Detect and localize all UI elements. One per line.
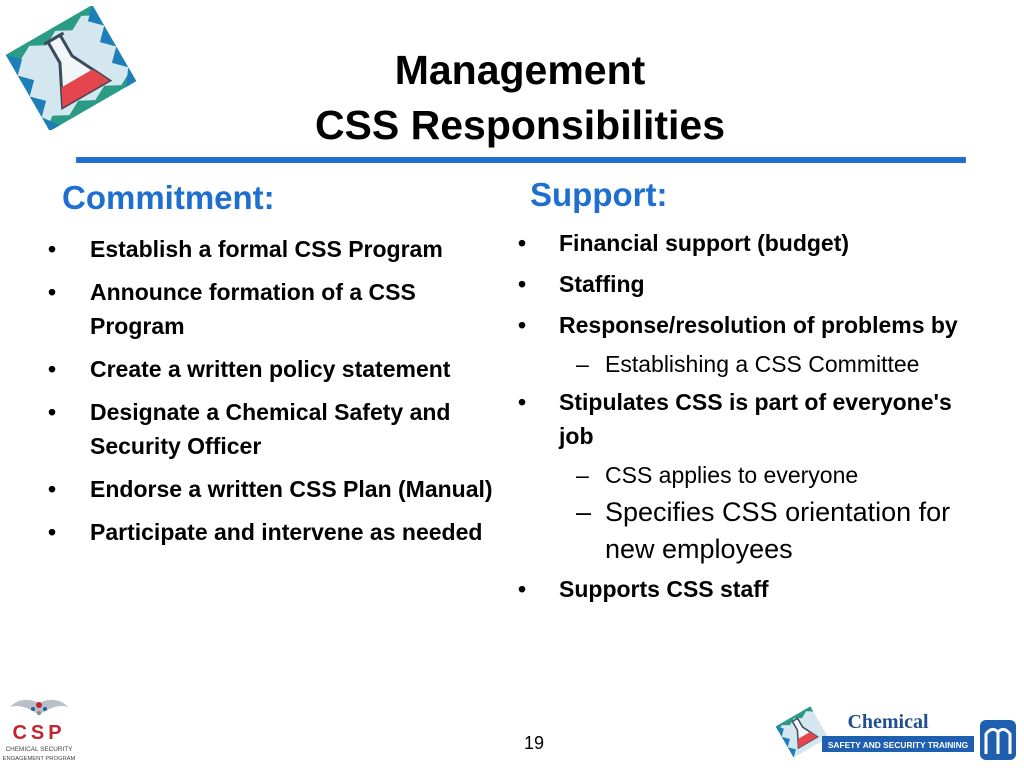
support-item-text: Supports CSS staff [559, 576, 769, 602]
commitment-item [48, 395, 498, 463]
commitment-item [48, 352, 498, 386]
chemical-banner-text: SAFETY AND SECURITY TRAINING [827, 740, 969, 750]
commitment-heading: Commitment: [62, 179, 275, 216]
bullet-icon: • [518, 312, 527, 338]
support-subitem [518, 347, 988, 381]
support-item [518, 572, 988, 606]
commitment-item-text: Establish a formal CSS Program [90, 236, 443, 262]
commitment-list [48, 232, 498, 558]
support-heading: Support: [530, 176, 668, 213]
bullet-icon: • [518, 271, 527, 297]
support-item-text: Response/resolution of problems by [559, 312, 958, 338]
csp-caption-2: ENGAGEMENT PROGRAM [2, 756, 76, 762]
commitment-item [48, 275, 498, 343]
csp-caption-1: CHEMICAL SECURITY [5, 746, 73, 753]
flask-logo-icon [6, 6, 136, 130]
commitment-item-text: Designate a Chemical Safety and Security Officer [90, 399, 451, 459]
bullet-icon: • [518, 389, 527, 415]
commitment-item [48, 472, 498, 506]
bullet-icon: • [518, 230, 527, 256]
bullet-icon: • [48, 476, 57, 502]
slide-title-line-1: Management [394, 47, 646, 93]
commitment-item-text: Participate and intervene as needed [90, 519, 483, 545]
dash-icon: – [576, 351, 589, 377]
support-subitem [518, 458, 988, 492]
bullet-icon: • [48, 279, 57, 305]
support-item [518, 267, 988, 301]
support-subitem-text: Specifies CSS orientation for new employees [605, 497, 951, 564]
bullet-icon: • [48, 236, 57, 262]
support-item-text: Staffing [559, 271, 645, 297]
support-subitem [518, 494, 988, 568]
csp-logo-icon [0, 693, 78, 765]
support-list [518, 226, 988, 613]
commitment-item-text: Endorse a written CSS Plan (Manual) [90, 476, 493, 502]
commitment-item [48, 232, 498, 266]
support-item [518, 308, 988, 342]
title-divider [76, 157, 966, 163]
support-item [518, 385, 988, 453]
support-item [518, 226, 988, 260]
commitment-item-text: Create a written policy statement [90, 356, 451, 382]
dash-icon: – [576, 497, 592, 527]
support-subitem-text: CSS applies to everyone [605, 462, 859, 488]
bullet-icon: • [48, 519, 57, 545]
dash-icon: – [576, 462, 589, 488]
commitment-item [48, 515, 498, 549]
bullet-icon: • [518, 576, 527, 602]
chemical-safety-logo-icon [776, 704, 1020, 764]
page-number: 19 [524, 733, 545, 753]
bullet-icon: • [48, 399, 57, 425]
support-item-text: Financial support (budget) [559, 230, 850, 256]
chemical-word: Chemical [847, 711, 929, 733]
slide-title-line-2: CSS Responsibilities [314, 102, 726, 148]
commitment-item-text: Announce formation of a CSS Program [90, 279, 416, 339]
support-subitem-text: Establishing a CSS Committee [605, 351, 920, 377]
bullet-icon: • [48, 356, 57, 382]
support-item-text: Stipulates CSS is part of everyone's job [559, 389, 952, 449]
csp-logo-text: CSP [12, 722, 66, 744]
